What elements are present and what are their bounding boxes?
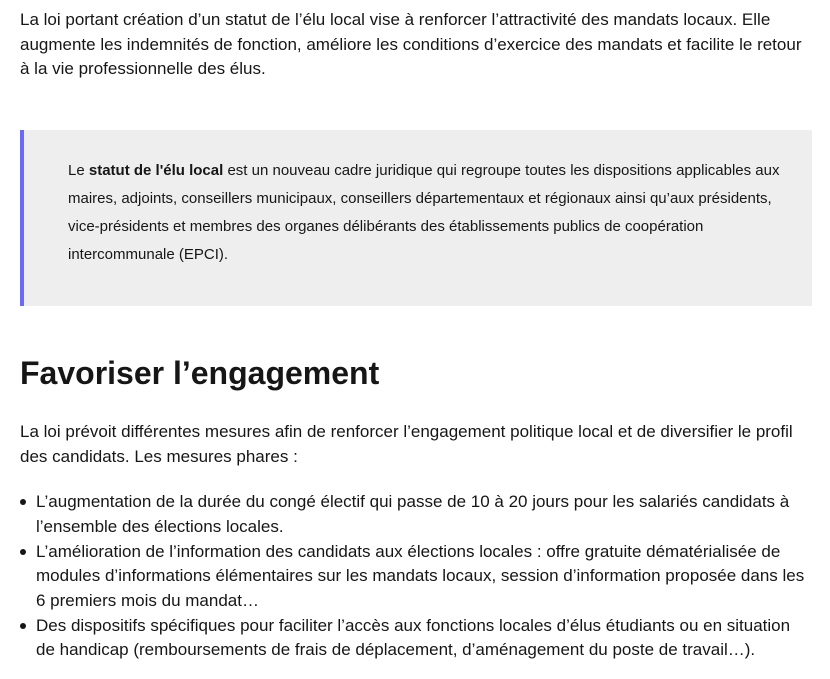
list-item [0, 490, 812, 539]
list-item-text: Des dispositifs spécifiques pour faciliter l’accès aux fonctions locales d’élus étudiants ou en situation de handicap (remboursements de frais de déplacement, d’aménagement du poste de travail…). [36, 615, 791, 659]
callout-body: est un nouveau cadre juridique qui regroupe toutes les dispositions applicables aux maires, adjoints, conseillers municipaux, conseillers départementaux et régionaux ainsi qu’aux présidents, vice-présidents et membres des organes délibérants des établissements publics de coopération intercommunale (EPCI). [68, 162, 780, 263]
bullet-icon [20, 549, 26, 555]
callout-text [68, 157, 792, 269]
highlight-callout [20, 130, 812, 306]
list-item-text: L’augmentation de la durée du congé électif qui passe de 10 à 20 jours pour les salariés candidats à l’ensemble des élections locales. [36, 492, 790, 536]
callout-term: statut de l'élu local [88, 162, 224, 179]
measures-list [0, 490, 812, 663]
callout-prefix: Le [68, 162, 89, 179]
bullet-icon [20, 499, 26, 505]
bullet-icon [20, 623, 26, 629]
list-item [0, 614, 812, 663]
section-heading: Favoriser l’engagement [20, 355, 380, 391]
list-item [0, 540, 812, 614]
section-lead: La loi prévoit différentes mesures afin de renforcer l’engagement politique local et de diversifier le profil des candidats. Les mesures phares : [20, 422, 793, 466]
intro-paragraph: La loi portant création d’un statut de l’élu local vise à renforcer l’attractivité des mandats locaux. Elle augmente les indemnités de fonction, améliore les conditions d’exercice des mandats et facilite le retour à la vie professionnelle des élus. [20, 10, 802, 78]
list-item-text: L’amélioration de l’information des candidats aux élections locales : offre gratuite dématérialisée de modules d’informations élémentaires sur les mandats locaux, session d’information proposée dans les 6 premiers mois du mandat… [36, 541, 805, 610]
